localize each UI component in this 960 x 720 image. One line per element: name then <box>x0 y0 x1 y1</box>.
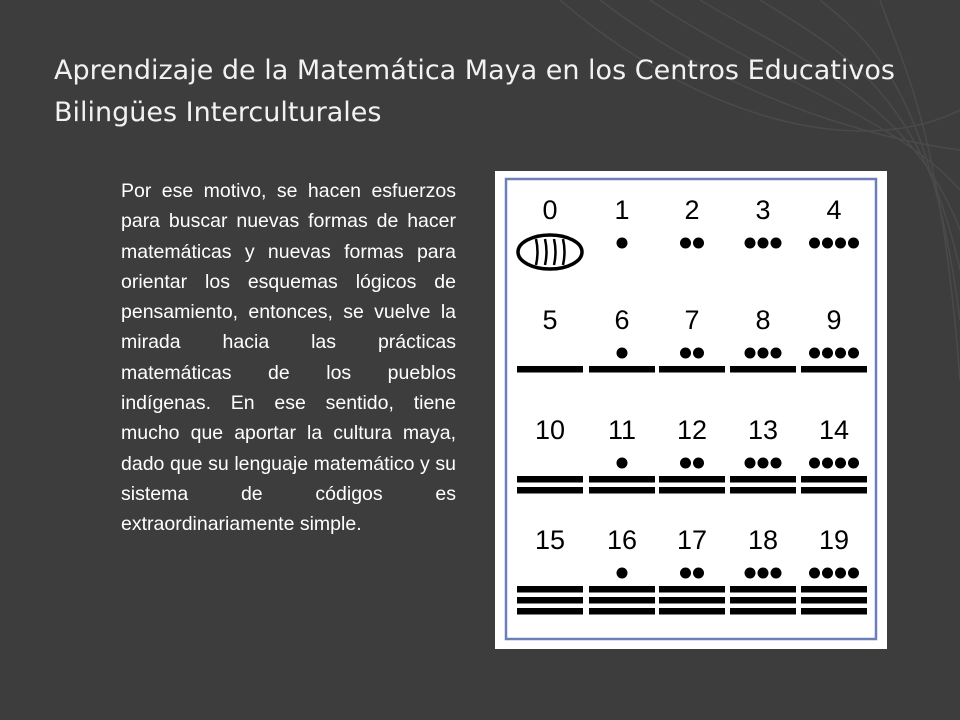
shell-icon <box>518 235 582 269</box>
numeral-cell <box>809 195 859 249</box>
dot-mark <box>809 238 820 249</box>
dot-mark <box>848 238 859 249</box>
numeral-label: 4 <box>826 195 842 225</box>
numeral-label: 11 <box>607 415 637 445</box>
dot-mark <box>680 568 691 579</box>
bar-mark <box>659 597 725 604</box>
dot-mark <box>693 568 704 579</box>
bar-mark <box>659 487 725 494</box>
dot-mark <box>693 348 704 359</box>
bar-mark <box>801 476 867 483</box>
slide-title: Aprendizaje de la Matemática Maya en los Centros Educativos Bilingües Interculturales <box>54 55 895 128</box>
numeral-cell <box>589 415 655 494</box>
bar-mark <box>730 586 796 593</box>
bar-mark <box>801 366 867 373</box>
bar-mark <box>659 608 725 615</box>
numeral-cell <box>730 305 796 373</box>
dot-mark <box>835 348 846 359</box>
dot-mark <box>617 568 628 579</box>
dot-mark <box>617 458 628 469</box>
dot-mark <box>809 568 820 579</box>
bar-mark <box>517 586 583 593</box>
numeral-cell <box>614 195 629 249</box>
dot-mark <box>835 458 846 469</box>
numeral-label: 5 <box>542 305 558 335</box>
dot-mark <box>745 348 756 359</box>
dot-mark <box>758 458 769 469</box>
dot-mark <box>680 238 691 249</box>
dot-mark <box>822 458 833 469</box>
dot-mark <box>745 458 756 469</box>
numeral-cell <box>801 525 867 615</box>
numeral-label: 7 <box>684 305 700 335</box>
bar-mark <box>730 476 796 483</box>
bar-mark <box>589 597 655 604</box>
bar-mark <box>589 608 655 615</box>
numeral-cell <box>730 525 796 615</box>
dot-mark <box>771 568 782 579</box>
numeral-cell <box>659 525 725 615</box>
dot-mark <box>848 348 859 359</box>
bar-mark <box>730 487 796 494</box>
dot-mark <box>758 348 769 359</box>
dot-mark <box>771 238 782 249</box>
bar-mark <box>801 586 867 593</box>
dot-mark <box>693 458 704 469</box>
numeral-label: 12 <box>676 415 708 445</box>
numeral-label: 16 <box>606 525 638 555</box>
dot-mark <box>758 568 769 579</box>
numeral-label: 14 <box>818 415 850 445</box>
numeral-label: 3 <box>755 195 771 225</box>
bar-mark <box>801 608 867 615</box>
bar-mark <box>517 608 583 615</box>
numeral-cell <box>730 415 796 494</box>
dot-mark <box>835 238 846 249</box>
dot-mark <box>835 568 846 579</box>
bar-mark <box>730 608 796 615</box>
bar-mark <box>801 597 867 604</box>
bar-mark <box>801 487 867 494</box>
dot-mark <box>617 238 628 249</box>
numeral-label: 19 <box>818 525 850 555</box>
dot-mark <box>809 348 820 359</box>
numeral-cell <box>517 415 583 494</box>
bar-mark <box>659 366 725 373</box>
dot-mark <box>680 458 691 469</box>
numeral-cell <box>589 525 655 615</box>
bar-mark <box>517 366 583 373</box>
dot-mark <box>771 458 782 469</box>
numeral-label: 15 <box>534 525 566 555</box>
numeral-label: 8 <box>755 305 771 335</box>
bar-mark <box>589 476 655 483</box>
numeral-label: 2 <box>684 195 700 225</box>
numeral-cell <box>589 305 655 373</box>
bar-mark <box>517 476 583 483</box>
numeral-cell <box>517 305 583 373</box>
numeral-label: 1 <box>614 195 630 225</box>
numeral-label: 17 <box>676 525 708 555</box>
numeral-cell <box>745 195 782 249</box>
numeral-label: 18 <box>747 525 779 555</box>
numeral-cell <box>659 305 725 373</box>
dot-mark <box>680 348 691 359</box>
numeral-cell <box>517 525 583 615</box>
bar-mark <box>589 586 655 593</box>
dot-mark <box>848 458 859 469</box>
bar-mark <box>730 366 796 373</box>
numeral-cell <box>518 195 582 269</box>
bar-mark <box>517 597 583 604</box>
bar-mark <box>730 597 796 604</box>
dot-mark <box>745 238 756 249</box>
numeral-label: 6 <box>614 305 630 335</box>
dot-mark <box>758 238 769 249</box>
numeral-cell <box>659 415 725 494</box>
numeral-cell <box>801 415 867 494</box>
maya-numerals-figure <box>495 171 887 649</box>
body-paragraph: Por ese motivo, se hacen esfuerzos para buscar nuevas formas de hacer matemáticas y nuevas formas para orientar los esquemas lógicos de pensamiento, entonces, se vuelve la mirada hacia las prácticas matemáticas de los pueblos indígenas. En ese sentido, tiene mucho que aportar la cultura maya, dado que su lenguaje matemático y su sistema de códigos es extraordinariamente simple. <box>121 180 456 536</box>
dot-mark <box>822 238 833 249</box>
bar-mark <box>659 476 725 483</box>
bar-mark <box>589 366 655 373</box>
dot-mark <box>822 568 833 579</box>
dot-mark <box>617 348 628 359</box>
numeral-label: 9 <box>826 305 842 335</box>
bar-mark <box>589 487 655 494</box>
numeral-label: 13 <box>747 415 779 445</box>
numeral-label: 10 <box>534 415 566 445</box>
bar-mark <box>517 487 583 494</box>
dot-mark <box>745 568 756 579</box>
dot-mark <box>848 568 859 579</box>
dot-mark <box>809 458 820 469</box>
dot-mark <box>822 348 833 359</box>
dot-mark <box>693 238 704 249</box>
numeral-label: 0 <box>542 195 558 225</box>
dot-mark <box>771 348 782 359</box>
bar-mark <box>659 586 725 593</box>
numeral-cell <box>801 305 867 373</box>
numeral-cell <box>680 195 704 249</box>
